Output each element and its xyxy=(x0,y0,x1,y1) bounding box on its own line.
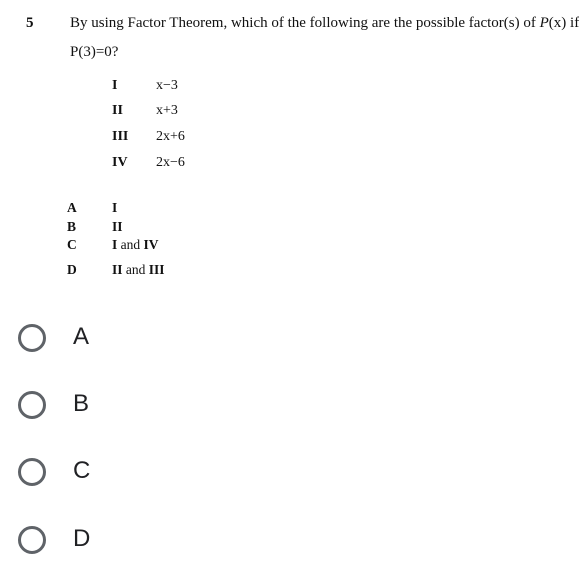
option-text-and: and xyxy=(122,262,149,277)
statement-numeral: II xyxy=(112,103,123,118)
choice-d[interactable] xyxy=(14,522,274,566)
choice-a[interactable] xyxy=(14,320,274,364)
stem-function-name: P xyxy=(539,15,549,31)
option-text-part: I xyxy=(112,237,118,252)
option-text-part: III xyxy=(148,262,165,277)
radio-button-a[interactable] xyxy=(18,324,46,352)
stem-text: By using Factor Theorem, which of the following are the possible factor(s) of xyxy=(70,15,540,31)
option-letter: A xyxy=(67,200,77,215)
choice-c[interactable] xyxy=(14,454,274,498)
choice-label-b[interactable]: B xyxy=(73,390,90,417)
radio-button-d[interactable] xyxy=(18,526,46,554)
statement-expression: 2x+6 xyxy=(156,129,185,144)
option-text xyxy=(112,237,159,253)
statement-expression: 2x−6 xyxy=(156,155,185,170)
question-stem-line1 xyxy=(70,15,579,32)
option-text: I xyxy=(112,200,118,215)
statement-expression: x+3 xyxy=(156,103,178,118)
question-number: 5 xyxy=(26,15,34,31)
option-letter: B xyxy=(67,219,77,234)
option-text: II xyxy=(112,219,123,234)
stem-function-arg: (x) xyxy=(548,15,567,31)
answer-choices xyxy=(0,300,570,574)
choice-label-c[interactable]: C xyxy=(73,457,91,484)
option-text-part: II xyxy=(112,262,123,277)
choice-label-d[interactable]: D xyxy=(73,525,91,552)
statement-expression: x−3 xyxy=(156,78,178,93)
option-text-and: and xyxy=(117,237,144,252)
option-letter: D xyxy=(67,262,77,277)
choice-b[interactable] xyxy=(14,387,274,431)
option-letter: C xyxy=(67,237,77,252)
statement-numeral: III xyxy=(112,129,129,144)
statement-numeral: IV xyxy=(112,155,128,170)
option-text-part: IV xyxy=(143,237,159,252)
statement-numeral: I xyxy=(112,78,118,93)
radio-button-b[interactable] xyxy=(18,391,46,419)
radio-button-c[interactable] xyxy=(18,458,46,486)
choice-label-a[interactable]: A xyxy=(73,323,90,350)
option-text xyxy=(112,262,165,278)
question-stem-line2: P(3)=0? xyxy=(70,44,119,60)
stem-text-end: if xyxy=(566,15,579,31)
